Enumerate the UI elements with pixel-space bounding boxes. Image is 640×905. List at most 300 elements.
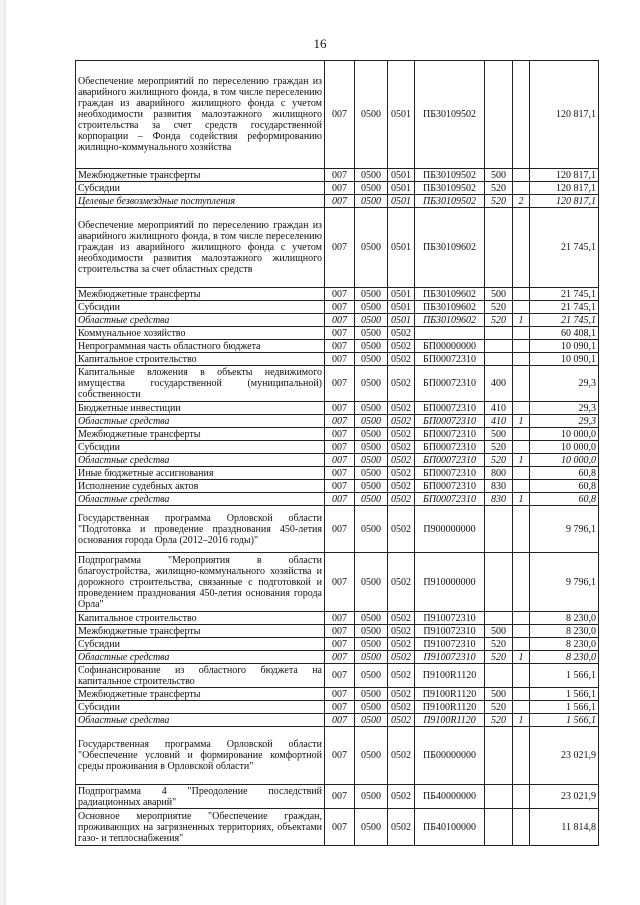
cell-csr: ПБ30109602	[415, 208, 485, 288]
table-row	[76, 301, 599, 314]
cell-ext	[513, 327, 530, 340]
cell-gr: 007	[325, 301, 355, 314]
cell-gr: 007	[325, 182, 355, 195]
table-row	[76, 467, 599, 480]
page-number: 16	[313, 36, 327, 51]
cell-pr: 0502	[388, 638, 415, 651]
cell-name: Межбюджетные трансферты	[76, 625, 325, 638]
cell-sum: 8 230,0	[530, 625, 599, 638]
cell-vr	[485, 809, 513, 846]
cell-gr: 007	[325, 727, 355, 785]
table-row	[76, 314, 599, 327]
cell-csr: П910072310	[415, 638, 485, 651]
cell-pr: 0502	[388, 441, 415, 454]
cell-vr: 520	[485, 651, 513, 664]
cell-pr: 0502	[388, 701, 415, 714]
table-row	[76, 288, 599, 301]
cell-csr: ПБ30109502	[415, 61, 485, 169]
table-row	[76, 415, 599, 428]
cell-vr: 520	[485, 314, 513, 327]
cell-sum: 8 230,0	[530, 612, 599, 625]
cell-rz: 0500	[355, 553, 388, 612]
cell-rz: 0500	[355, 340, 388, 353]
cell-csr: П9100R1120	[415, 664, 485, 688]
cell-csr: ПБ30109602	[415, 301, 485, 314]
cell-name: Межбюджетные трансферты	[76, 169, 325, 182]
table-row	[76, 506, 599, 553]
cell-pr: 0502	[388, 428, 415, 441]
cell-rz: 0500	[355, 327, 388, 340]
cell-rz: 0500	[355, 454, 388, 467]
cell-ext: 1	[513, 651, 530, 664]
cell-pr: 0502	[388, 785, 415, 809]
cell-sum: 8 230,0	[530, 638, 599, 651]
cell-name: Областные средства	[76, 314, 325, 327]
cell-pr: 0501	[388, 288, 415, 301]
cell-pr: 0502	[388, 553, 415, 612]
table-row	[76, 480, 599, 493]
cell-ext	[513, 169, 530, 182]
cell-ext: 1	[513, 415, 530, 428]
cell-csr: П910000000	[415, 553, 485, 612]
cell-csr	[415, 327, 485, 340]
table-row	[76, 727, 599, 785]
cell-vr	[485, 208, 513, 288]
cell-rz: 0500	[355, 353, 388, 366]
table-row	[76, 651, 599, 664]
cell-ext	[513, 340, 530, 353]
cell-pr: 0502	[388, 506, 415, 553]
cell-ext: 1	[513, 714, 530, 727]
cell-gr: 007	[325, 288, 355, 301]
cell-rz: 0500	[355, 208, 388, 288]
cell-gr: 007	[325, 415, 355, 428]
table-row	[76, 714, 599, 727]
cell-vr: 410	[485, 415, 513, 428]
cell-ext	[513, 727, 530, 785]
cell-sum: 21 745,1	[530, 301, 599, 314]
cell-pr: 0502	[388, 327, 415, 340]
cell-gr: 007	[325, 809, 355, 846]
cell-ext	[513, 553, 530, 612]
cell-rz: 0500	[355, 182, 388, 195]
cell-gr: 007	[325, 506, 355, 553]
cell-sum: 10 090,1	[530, 340, 599, 353]
cell-gr: 007	[325, 402, 355, 415]
cell-gr: 007	[325, 664, 355, 688]
cell-csr: ПБ30109502	[415, 195, 485, 208]
cell-vr: 520	[485, 714, 513, 727]
cell-ext	[513, 353, 530, 366]
cell-csr: ПБ00000000	[415, 727, 485, 785]
cell-vr: 500	[485, 625, 513, 638]
cell-gr: 007	[325, 195, 355, 208]
table-row	[76, 402, 599, 415]
cell-rz: 0500	[355, 314, 388, 327]
cell-vr: 830	[485, 493, 513, 506]
cell-sum: 60,8	[530, 480, 599, 493]
cell-vr	[485, 61, 513, 169]
cell-pr: 0502	[388, 664, 415, 688]
cell-name: Межбюджетные трансферты	[76, 688, 325, 701]
table-row	[76, 61, 599, 169]
cell-name: Субсидии	[76, 638, 325, 651]
cell-sum: 9 796,1	[530, 553, 599, 612]
scan-edge	[0, 0, 6, 905]
cell-sum: 10 000,0	[530, 441, 599, 454]
cell-name: Целевые безвозмездные поступления	[76, 195, 325, 208]
cell-vr	[485, 506, 513, 553]
cell-pr: 0501	[388, 314, 415, 327]
cell-pr: 0502	[388, 688, 415, 701]
cell-vr: 520	[485, 301, 513, 314]
cell-sum: 60,8	[530, 467, 599, 480]
cell-ext	[513, 182, 530, 195]
cell-sum: 10 090,1	[530, 353, 599, 366]
cell-sum: 21 745,1	[530, 208, 599, 288]
cell-name: Субсидии	[76, 701, 325, 714]
cell-csr: БП00072310	[415, 428, 485, 441]
cell-vr	[485, 612, 513, 625]
cell-csr: ПБ40100000	[415, 809, 485, 846]
cell-csr: БП00072310	[415, 467, 485, 480]
table-row	[76, 441, 599, 454]
cell-name: Капитальные вложения в объекты недвижимого имущества государственной (муниципальной) собственности	[76, 366, 325, 402]
cell-pr: 0502	[388, 366, 415, 402]
cell-csr: П910072310	[415, 625, 485, 638]
cell-ext	[513, 625, 530, 638]
table-row	[76, 340, 599, 353]
cell-sum: 1 566,1	[530, 664, 599, 688]
cell-ext	[513, 402, 530, 415]
cell-csr: ПБ30109602	[415, 288, 485, 301]
cell-ext	[513, 506, 530, 553]
cell-rz: 0500	[355, 785, 388, 809]
cell-name: Обеспечение мероприятий по переселению граждан из аварийного жилищного фонда, в том числе переселению граждан из аварийного жилищного фонда с учетом необходимости развития малоэтажного жилищного строительства за счет средств государственной корпорации – Фонда содействия реформированию жилищно-коммунального хозяйства	[76, 61, 325, 169]
table-row	[76, 688, 599, 701]
cell-pr: 0501	[388, 61, 415, 169]
cell-gr: 007	[325, 638, 355, 651]
cell-rz: 0500	[355, 467, 388, 480]
cell-vr: 520	[485, 638, 513, 651]
cell-csr: БП00072310	[415, 415, 485, 428]
cell-sum: 120 817,1	[530, 169, 599, 182]
cell-vr: 520	[485, 701, 513, 714]
cell-sum: 29,3	[530, 415, 599, 428]
cell-gr: 007	[325, 441, 355, 454]
cell-name: Основное мероприятие "Обеспечение граждан, проживающих на загрязненных территориях, объектами газо- и теплоснабжения"	[76, 809, 325, 846]
cell-pr: 0501	[388, 169, 415, 182]
cell-sum: 120 817,1	[530, 61, 599, 169]
cell-gr: 007	[325, 480, 355, 493]
cell-ext	[513, 664, 530, 688]
cell-ext: 1	[513, 314, 530, 327]
table-row	[76, 208, 599, 288]
cell-name: Капитальное строительство	[76, 612, 325, 625]
table-row	[76, 625, 599, 638]
cell-gr: 007	[325, 428, 355, 441]
cell-vr	[485, 664, 513, 688]
cell-rz: 0500	[355, 301, 388, 314]
cell-sum: 23 021,9	[530, 785, 599, 809]
cell-vr: 520	[485, 441, 513, 454]
cell-name: Межбюджетные трансферты	[76, 428, 325, 441]
cell-pr: 0501	[388, 182, 415, 195]
cell-name: Государственная программа Орловской области "Обеспечение условий и формирование комфортной среды проживания в Орловской области"	[76, 727, 325, 785]
cell-csr: БП00072310	[415, 493, 485, 506]
cell-pr: 0502	[388, 625, 415, 638]
cell-csr: ПБ30109602	[415, 314, 485, 327]
cell-pr: 0501	[388, 301, 415, 314]
cell-gr: 007	[325, 651, 355, 664]
cell-pr: 0502	[388, 402, 415, 415]
cell-rz: 0500	[355, 61, 388, 169]
cell-ext	[513, 441, 530, 454]
cell-gr: 007	[325, 553, 355, 612]
cell-name: Областные средства	[76, 415, 325, 428]
cell-gr: 007	[325, 169, 355, 182]
cell-gr: 007	[325, 314, 355, 327]
cell-pr: 0502	[388, 727, 415, 785]
cell-name: Софинансирование из областного бюджета на капитальное строительство	[76, 664, 325, 688]
cell-name: Субсидии	[76, 301, 325, 314]
cell-csr: П9100R1120	[415, 688, 485, 701]
cell-sum: 60,8	[530, 493, 599, 506]
cell-csr: П9100R1120	[415, 701, 485, 714]
cell-pr: 0502	[388, 340, 415, 353]
cell-ext	[513, 688, 530, 701]
cell-pr: 0502	[388, 353, 415, 366]
cell-pr: 0502	[388, 493, 415, 506]
cell-ext	[513, 612, 530, 625]
cell-sum: 9 796,1	[530, 506, 599, 553]
table-row	[76, 493, 599, 506]
cell-pr: 0502	[388, 714, 415, 727]
cell-gr: 007	[325, 688, 355, 701]
table-row	[76, 809, 599, 846]
cell-ext	[513, 61, 530, 169]
cell-name: Областные средства	[76, 651, 325, 664]
cell-ext	[513, 428, 530, 441]
cell-rz: 0500	[355, 688, 388, 701]
cell-gr: 007	[325, 612, 355, 625]
cell-vr: 500	[485, 288, 513, 301]
cell-ext	[513, 208, 530, 288]
cell-sum: 21 745,1	[530, 314, 599, 327]
cell-sum: 10 000,0	[530, 428, 599, 441]
cell-rz: 0500	[355, 506, 388, 553]
cell-rz: 0500	[355, 288, 388, 301]
cell-ext	[513, 288, 530, 301]
cell-csr: БП00072310	[415, 454, 485, 467]
cell-pr: 0502	[388, 467, 415, 480]
cell-ext	[513, 366, 530, 402]
cell-gr: 007	[325, 714, 355, 727]
cell-ext	[513, 480, 530, 493]
cell-sum: 120 817,1	[530, 195, 599, 208]
cell-pr: 0502	[388, 480, 415, 493]
cell-gr: 007	[325, 327, 355, 340]
table-row	[76, 353, 599, 366]
cell-vr	[485, 353, 513, 366]
table-row	[76, 785, 599, 809]
table-row	[76, 664, 599, 688]
cell-gr: 007	[325, 340, 355, 353]
cell-pr: 0502	[388, 415, 415, 428]
cell-vr: 520	[485, 454, 513, 467]
cell-vr: 520	[485, 182, 513, 195]
cell-vr	[485, 785, 513, 809]
cell-name: Иные бюджетные ассигнования	[76, 467, 325, 480]
cell-csr: ПБ30109502	[415, 182, 485, 195]
cell-vr: 800	[485, 467, 513, 480]
cell-rz: 0500	[355, 714, 388, 727]
cell-gr: 007	[325, 61, 355, 169]
table-row	[76, 428, 599, 441]
cell-sum: 29,3	[530, 402, 599, 415]
cell-csr: П910072310	[415, 612, 485, 625]
cell-vr	[485, 340, 513, 353]
cell-rz: 0500	[355, 638, 388, 651]
cell-name: Исполнение судебных актов	[76, 480, 325, 493]
cell-ext	[513, 809, 530, 846]
table-row	[76, 638, 599, 651]
cell-rz: 0500	[355, 493, 388, 506]
cell-rz: 0500	[355, 809, 388, 846]
cell-csr: П910072310	[415, 651, 485, 664]
cell-rz: 0500	[355, 402, 388, 415]
cell-name: Областные средства	[76, 454, 325, 467]
cell-ext: 1	[513, 454, 530, 467]
cell-sum: 23 021,9	[530, 727, 599, 785]
cell-name: Непрограммная часть областного бюджета	[76, 340, 325, 353]
cell-rz: 0500	[355, 727, 388, 785]
cell-gr: 007	[325, 785, 355, 809]
cell-ext: 1	[513, 493, 530, 506]
cell-name: Подпрограмма 4 "Преодоление последствий радиационных аварий"	[76, 785, 325, 809]
cell-vr: 500	[485, 428, 513, 441]
cell-sum: 120 817,1	[530, 182, 599, 195]
cell-pr: 0501	[388, 208, 415, 288]
cell-csr: П9100R1120	[415, 714, 485, 727]
cell-vr: 520	[485, 195, 513, 208]
cell-rz: 0500	[355, 612, 388, 625]
cell-csr: БП00072310	[415, 480, 485, 493]
cell-rz: 0500	[355, 651, 388, 664]
cell-gr: 007	[325, 353, 355, 366]
cell-csr: БП00000000	[415, 340, 485, 353]
cell-name: Обеспечение мероприятий по переселению граждан из аварийного жилищного фонда, в том числе переселению граждан из аварийного жилищного фонда с учетом необходимости развития малоэтажного жилищного строительства за счет областных средств	[76, 208, 325, 288]
cell-csr: БП00072310	[415, 441, 485, 454]
cell-name: Областные средства	[76, 493, 325, 506]
cell-sum: 11 814,8	[530, 809, 599, 846]
cell-rz: 0500	[355, 415, 388, 428]
cell-ext	[513, 467, 530, 480]
cell-csr: ПБ40000000	[415, 785, 485, 809]
cell-name: Субсидии	[76, 182, 325, 195]
cell-ext	[513, 638, 530, 651]
cell-csr: БП00072310	[415, 402, 485, 415]
cell-name: Капитальное строительство	[76, 353, 325, 366]
cell-gr: 007	[325, 208, 355, 288]
cell-name: Бюджетные инвестиции	[76, 402, 325, 415]
cell-csr: ПБ30109502	[415, 169, 485, 182]
cell-rz: 0500	[355, 480, 388, 493]
cell-sum: 21 745,1	[530, 288, 599, 301]
cell-csr: БП00072310	[415, 353, 485, 366]
table-row	[76, 327, 599, 340]
table-row	[76, 612, 599, 625]
cell-vr	[485, 553, 513, 612]
cell-name: Подпрограмма "Мероприятия в области благоустройства, жилищно-коммунального хозяйства и дорожного строительства, связанные с подготовкой и проведением празднования 450-летия основания города Орла"	[76, 553, 325, 612]
cell-rz: 0500	[355, 366, 388, 402]
cell-rz: 0500	[355, 625, 388, 638]
cell-pr: 0502	[388, 809, 415, 846]
cell-gr: 007	[325, 625, 355, 638]
table-row	[76, 701, 599, 714]
cell-vr: 830	[485, 480, 513, 493]
table-row	[76, 366, 599, 402]
cell-csr: БП00072310	[415, 366, 485, 402]
cell-vr: 500	[485, 169, 513, 182]
cell-ext	[513, 301, 530, 314]
cell-sum: 1 566,1	[530, 688, 599, 701]
budget-table	[75, 60, 599, 846]
cell-gr: 007	[325, 493, 355, 506]
cell-ext: 2	[513, 195, 530, 208]
cell-gr: 007	[325, 467, 355, 480]
table-row	[76, 169, 599, 182]
cell-ext	[513, 701, 530, 714]
cell-vr: 410	[485, 402, 513, 415]
cell-gr: 007	[325, 366, 355, 402]
cell-rz: 0500	[355, 664, 388, 688]
cell-ext	[513, 785, 530, 809]
cell-vr	[485, 327, 513, 340]
cell-vr	[485, 727, 513, 785]
cell-sum: 8 230,0	[530, 651, 599, 664]
cell-sum: 60 408,1	[530, 327, 599, 340]
cell-rz: 0500	[355, 701, 388, 714]
cell-rz: 0500	[355, 169, 388, 182]
cell-pr: 0501	[388, 195, 415, 208]
cell-vr: 500	[485, 688, 513, 701]
cell-sum: 10 000,0	[530, 454, 599, 467]
cell-pr: 0502	[388, 612, 415, 625]
cell-name: Субсидии	[76, 441, 325, 454]
cell-rz: 0500	[355, 428, 388, 441]
cell-sum: 1 566,1	[530, 701, 599, 714]
cell-gr: 007	[325, 701, 355, 714]
table-row	[76, 195, 599, 208]
table-row	[76, 182, 599, 195]
cell-pr: 0502	[388, 651, 415, 664]
cell-name: Межбюджетные трансферты	[76, 288, 325, 301]
cell-vr: 400	[485, 366, 513, 402]
table-row	[76, 553, 599, 612]
cell-name: Государственная программа Орловской области "Подготовка и проведение празднования 450-летия основания города Орла (2012–2016 годы)"	[76, 506, 325, 553]
cell-gr: 007	[325, 454, 355, 467]
cell-csr: П900000000	[415, 506, 485, 553]
cell-rz: 0500	[355, 195, 388, 208]
cell-name: Областные средства	[76, 714, 325, 727]
table-row	[76, 454, 599, 467]
cell-sum: 1 566,1	[530, 714, 599, 727]
cell-name: Коммунальное хозяйство	[76, 327, 325, 340]
cell-rz: 0500	[355, 441, 388, 454]
cell-pr: 0502	[388, 454, 415, 467]
cell-sum: 29,3	[530, 366, 599, 402]
